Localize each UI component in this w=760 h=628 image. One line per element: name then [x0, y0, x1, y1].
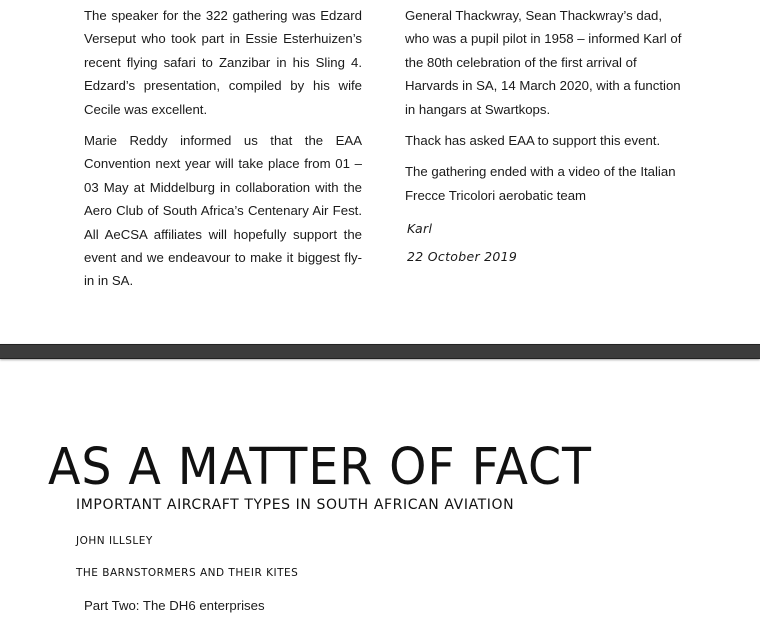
paragraph-video: The gathering ended with a video of the Italian Frecce Tricolori aerobatic team: [405, 164, 676, 203]
signature-date: 22 October 2019: [407, 249, 518, 265]
paragraph-speaker: The speaker for the 322 gathering was Edzard Verseput who took part in Essie Esterhuizen’s recent flying safari to Zanzibar in his Sling 4. Edzard’s presentation, compiled by his wife Cecile was excellent.: [84, 8, 362, 117]
section-divider: [0, 344, 760, 359]
signature-name: Karl: [407, 221, 433, 237]
right-text-column: [405, 4, 687, 271]
article-author: JOHN ILLSLEY: [76, 535, 153, 547]
article-subtitle: IMPORTANT AIRCRAFT TYPES IN SOUTH AFRICAN AVIATION: [76, 497, 515, 513]
article-part-heading: Part Two: The DH6 enterprises: [84, 598, 265, 613]
left-text-column: [84, 4, 362, 301]
article-section-heading: THE BARNSTORMERS AND THEIR KITES: [76, 567, 299, 579]
article-title: AS A MATTER OF FACT: [48, 438, 592, 497]
paragraph-eaa-convention: Marie Reddy informed us that the EAA Convention next year will take place from 01 – 03 May at Middelburg in collaboration with the Aero Club of South Africa’s Centenary Air Fest. All AeCSA affiliates will hopefully support the event and we endeavour to make it biggest fly-in in SA.: [84, 133, 362, 289]
paragraph-thackwray: General Thackwray, Sean Thackwray’s dad, who was a pupil pilot in 1958 – informed Karl of the 80th celebration of the first arrival of Harvards in SA, 14 March 2020, with a function in hangars at Swartkops.: [405, 8, 682, 117]
paragraph-support: Thack has asked EAA to support this event.: [405, 133, 661, 149]
